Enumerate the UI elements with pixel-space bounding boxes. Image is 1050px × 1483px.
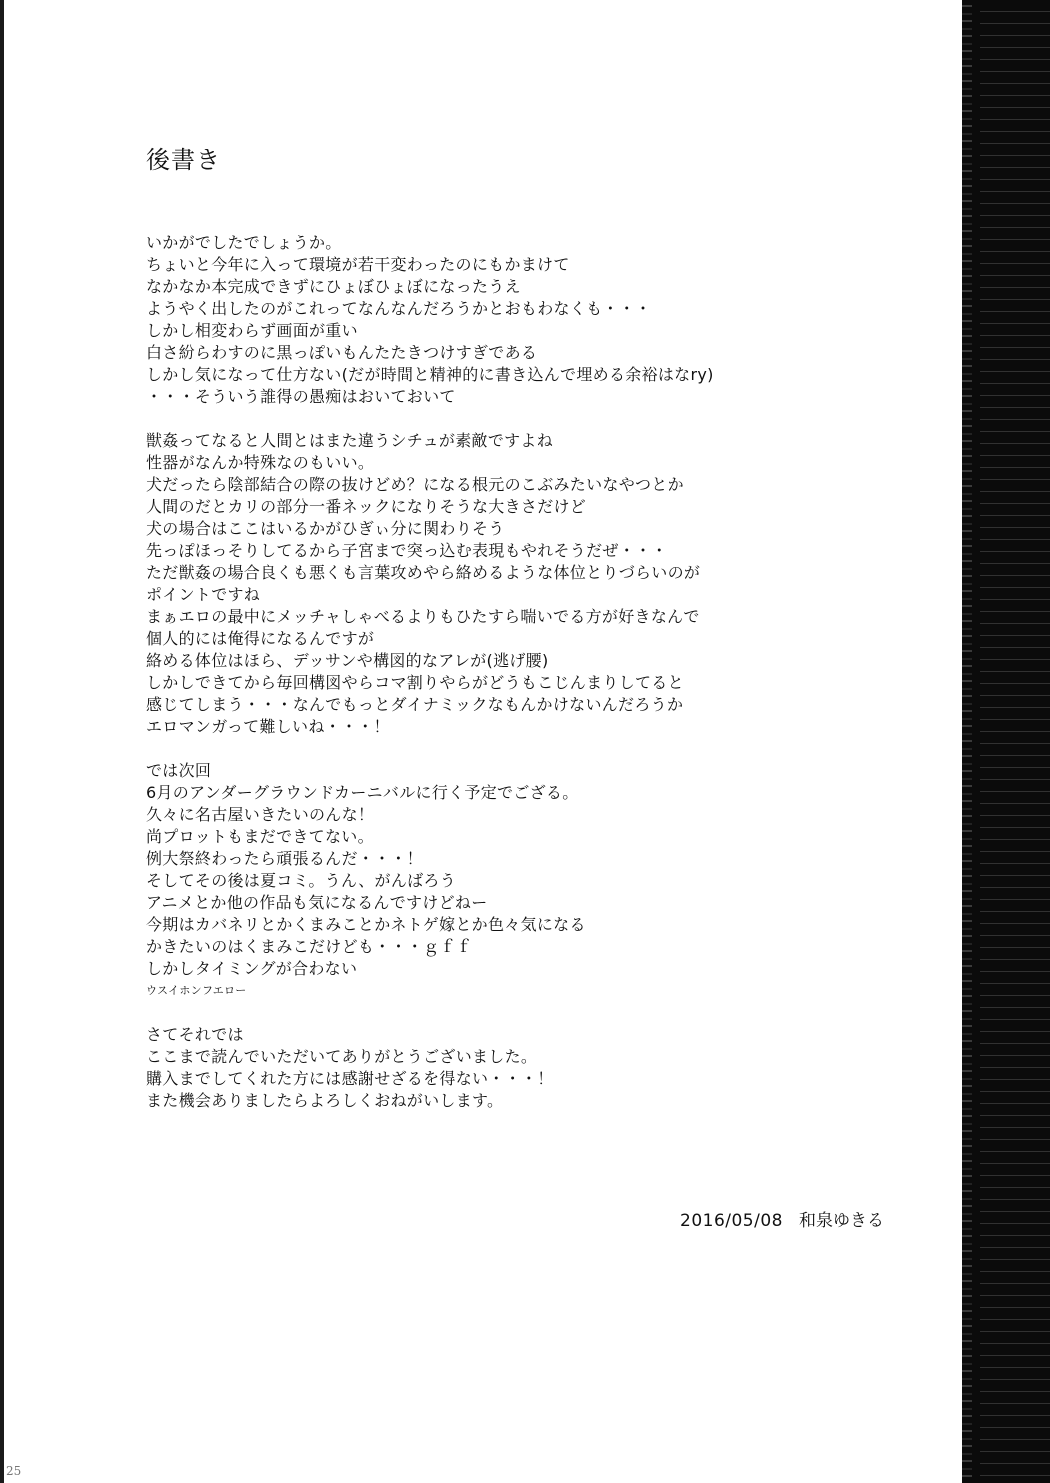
text-line: いかがでしたでしょうか。 [146, 233, 342, 252]
text-line: ただ獣姦の場合良くも悪くも言葉攻めやら絡めるような体位とりづらいのが [146, 563, 701, 582]
text-line: 個人的には俺得になるんですが [146, 629, 375, 648]
text-line: 絡める体位はほら、デッサンや構図的なアレが(逃げ腰) [146, 651, 549, 670]
text-line: しかしタイミングが合わない [146, 959, 358, 978]
text-line: そしてその後は夏コミ。うん、がんばろう [146, 871, 457, 890]
text-line: しかし気になって仕方ない(だが時間と精神的に書き込んで埋める余裕はなry) [146, 365, 714, 384]
text-line: 尚プロットもまだできてない。 [146, 827, 374, 846]
afterword-body [146, 232, 946, 1134]
paragraph-next-event [146, 760, 946, 1002]
signature-date: 2016/05/08 [680, 1211, 783, 1231]
text-line: ちょいと今年に入って環境が若干変わったのにもかまけて [146, 255, 570, 274]
text-line: 久々に名古屋いきたいのんな！ [146, 805, 375, 824]
text-line: 感じてしまう・・・なんでもっとダイナミックなもんかけないんだろうか [146, 695, 684, 714]
text-line: なかなか本完成できずにひょぼひょぼになったうえ [146, 277, 521, 296]
border-texture [980, 0, 1050, 1483]
text-line: 今期はカバネリとかくまみことかネトゲ嫁とか色々気になる [146, 915, 586, 934]
text-line: ここまで読んでいただいてありがとうございました。 [146, 1047, 538, 1066]
paragraph-intro [146, 232, 946, 408]
text-line: かきたいのはくまみこだけども・・・ｇｆｆ [146, 937, 473, 956]
signature [680, 1208, 884, 1234]
text-line: さてそれでは [146, 1025, 244, 1044]
left-edge-strip [0, 0, 4, 1483]
text-line: 犬の場合はここはいるかがひぎぃ分に関わりそう [146, 519, 505, 538]
text-line: しかし相変わらず画面が重い [146, 321, 358, 340]
text-line: 人間のだとカリの部分一番ネックになりそうな大きさだけど [146, 497, 587, 516]
border-rough-edge [962, 0, 972, 1483]
text-line: また機会ありましたらよろしくおねがいします。 [146, 1091, 504, 1110]
small-text-line: ウスイホンフエロー [146, 984, 247, 997]
text-line: ・・・そういう誰得の愚痴はおいておいて [146, 387, 456, 406]
right-black-border [962, 0, 1050, 1483]
text-line: ようやく出したのがこれってなんなんだろうかとおもわなくも・・・ [146, 299, 652, 318]
text-line: 先っぽほっそりしてるから子宮まで突っ込む表現もやれそうだぜ・・・ [146, 541, 668, 560]
text-line: 購入までしてくれた方には感謝せざるを得ない・・・！ [146, 1069, 554, 1088]
text-line: まぁエロの最中にメッチャしゃべるよりもひたすら喘いでる方が好きなんで [146, 607, 700, 626]
page-title: 後書き [146, 146, 221, 174]
text-line: ポイントですね [146, 585, 261, 604]
text-line: では次回 [146, 761, 212, 780]
text-line: 獣姦ってなると人間とはまた違うシチュが素敵ですよね [146, 431, 554, 450]
paragraph-main [146, 430, 946, 738]
text-line: 犬だったら陰部結合の際の抜けどめ？になる根元のこぶみたいなやつとか [146, 475, 684, 494]
signature-author: 和泉ゆきる [798, 1211, 884, 1231]
text-line: 白さ紛らわすのに黒っぽいもんたたきつけすぎである [146, 343, 538, 362]
text-line: しかしできてから毎回構図やらコマ割りやらがどうもこじんまりしてると [146, 673, 684, 692]
page-number: 25 [6, 1464, 22, 1478]
paragraph-closing [146, 1024, 946, 1112]
text-line: エロマンガって難しいね・・・！ [146, 717, 390, 736]
text-line: 6月のアンダーグラウンドカーニバルに行く予定でござる。 [146, 783, 579, 802]
text-line: 例大祭終わったら頑張るんだ・・・！ [146, 849, 423, 868]
text-line: アニメとか他の作品も気になるんですけどねー [146, 893, 488, 912]
text-line: 性器がなんか特殊なのもいい。 [146, 453, 375, 472]
